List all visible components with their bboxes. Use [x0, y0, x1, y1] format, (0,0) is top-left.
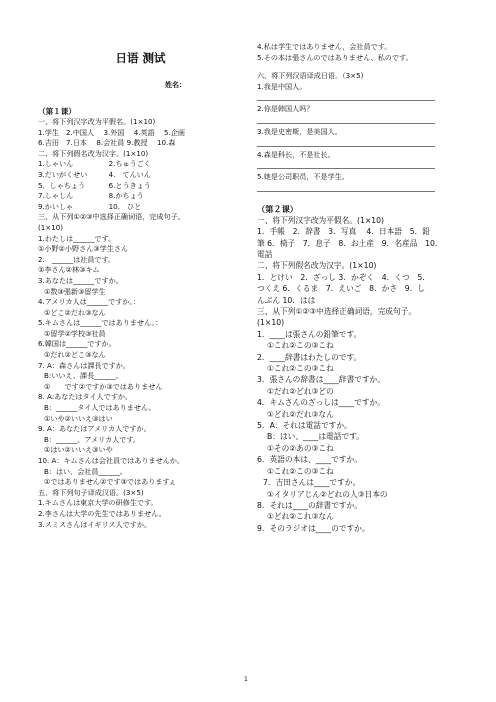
translation-item: 5.她是公司职员，不是学生。	[257, 172, 349, 182]
text-line: ①これ②この③こね	[267, 466, 334, 476]
text-line: ①李さん②林③キム	[38, 265, 100, 275]
text-line: 1．____は張さんの鉛筆です。	[257, 329, 362, 339]
text-line: ① です②ですか③ではありません	[44, 381, 163, 391]
text-line: 6.吉田 7.日本 8.会社員 9.教授 10.森	[38, 138, 176, 148]
text-line: B:いいえ、課長______。	[44, 371, 123, 381]
text-line: 二、将下列假名改为汉字。(1×10)	[257, 261, 377, 271]
text-line: 2.李さんは大学の先生ではありません。	[38, 508, 166, 518]
text-line: 8. A:あなたはタイ人ですか。	[38, 392, 133, 402]
text-line: ①これ②この③こね	[267, 341, 334, 351]
text-line: 筆 6．椅子 7．息子 8．お土産 9．名産品 10．	[257, 238, 443, 248]
text-line: （第１课）	[38, 107, 76, 116]
left-column	[38, 42, 243, 530]
text-line: 6.韓国は______ですか。	[38, 339, 116, 349]
text-line: 五、将下列句子译成汉语。(3×5)	[38, 487, 144, 497]
text-line: B：______、アメリカ人です。	[44, 434, 141, 444]
text-line: 5．A：それは電話ですか。	[257, 421, 352, 431]
text-line: 4.アメリカ人は______ですか。：	[38, 297, 141, 307]
text-line: 5.その本は張さんのではありません、私のです。	[257, 52, 413, 62]
sec6-title: 六、将下列汉语译成日语。（3×5)	[257, 71, 364, 81]
text-line: 1.キムさんは東京大学の研修生です。	[38, 498, 158, 508]
text-line: B：はい、____は電話です。	[267, 432, 364, 442]
text-line: 3.だいがくせい 4. てんいん	[38, 169, 151, 179]
text-line: 3.あなたは______ですか。	[38, 275, 123, 285]
text-line: 2. ______は社員です。	[38, 254, 116, 264]
text-line: 1．とけい 2．ざっし 3．かぞく 4．くつ 5．	[257, 272, 430, 282]
translation-item: 4.森是科长，不是社长。	[257, 149, 335, 159]
text-line: 一、将下列汉字改为平假名。(1×10)	[257, 215, 385, 225]
answer-line	[257, 138, 435, 147]
text-line: 3．張さんの辞書は____辞書ですか。	[257, 375, 385, 385]
text-line: ①だれ②どれ③どの	[267, 386, 334, 396]
text-line: 9. A：あなたはアメリカ人ですか。	[38, 424, 151, 434]
translation-item: 2.你是韩国人吗？	[257, 104, 314, 114]
translation-item: 1.我是中国人。	[257, 81, 307, 91]
text-line: 7.しゃしん 8.かちょう	[38, 191, 144, 201]
answer-line	[257, 115, 435, 124]
lesson2-lines	[257, 203, 469, 534]
answer-line	[257, 160, 435, 169]
text-line: ①留学②学校③社員	[44, 328, 106, 338]
left-lines	[38, 106, 243, 530]
text-line: つくえ 6．くるま 7．えいご 8．かさ 9．し	[257, 284, 426, 294]
text-line: （第２课）	[257, 203, 298, 214]
text-line: ①いや②いいえ③はい	[44, 413, 113, 423]
text-line: ①どれ②だれ③なん	[267, 409, 334, 419]
text-line: ①だれ②どこ③なん	[44, 350, 106, 360]
text-line: 7．吉田さんは____ですか。	[263, 478, 361, 488]
text-line: 電話	[257, 249, 273, 259]
text-line: 3.スミスさんはイギリス人ですか。	[38, 519, 152, 529]
text-line: 5．しゃちょう 6.とうきょう	[38, 180, 151, 190]
text-line: ①はい②いいえ③いや	[44, 445, 113, 455]
sec6-items	[257, 82, 469, 192]
text-line: 4．キムさんのざっしは____ですか。	[257, 398, 385, 408]
text-line: ①どれ②これ③なん	[267, 512, 334, 522]
translation-item: 3.我是史密斯，是美国人。	[257, 126, 342, 136]
text-line: ①どこ②だれ③なん	[44, 307, 106, 317]
text-line: 1.学生 2.中国人 3.外国 4.英語 5.企画	[38, 127, 186, 137]
text-line: 三、从下列①②③中选择正确词语，完成句子。	[38, 212, 185, 222]
right-column	[257, 42, 469, 534]
text-line: 1.しゃいん 2.ちゅうごく	[38, 159, 151, 169]
text-line: B：はい、会社員______。	[44, 466, 127, 476]
answer-line	[257, 92, 435, 101]
text-line: ①ではありません②です③ではありますぇ	[44, 477, 177, 487]
text-line: 9.かいしゃ 10. ひと	[38, 201, 142, 211]
text-line: ①小野②小野さん③学生さん	[38, 244, 129, 254]
text-line: ①これ②この③こね	[267, 364, 334, 374]
text-line: 一、将下列汉字改为平假名。(1×10)	[38, 117, 156, 126]
name-label: 姓名：	[165, 81, 186, 89]
page-number: 1	[244, 676, 248, 683]
text-line: 二、将下列假名改为汉字。(1×10)	[38, 148, 149, 158]
text-line: (1×10)	[38, 222, 64, 232]
text-line: 7. A：森さんは課長ですか。	[38, 360, 130, 370]
text-line: 2．____辞書はわたしのです。	[257, 352, 362, 362]
answer-line	[257, 183, 435, 192]
text-line: 三、从下列①②③中选择正确词语，完成句子。	[257, 307, 417, 316]
text-line: んぶん 10．はは	[257, 295, 316, 305]
page-title: 日语 测试	[115, 51, 166, 65]
text-line: ①イタリアじん②どれの人③日本の	[267, 489, 388, 499]
text-line: 8．それは____の辞書ですか。	[257, 500, 362, 510]
text-line: 9．そのラジオは____のですか。	[257, 523, 370, 533]
text-line: 10. A：キムさんは会社員ではありませんか。	[38, 456, 185, 465]
text-line: 6．英語の本は、____ですか。	[257, 455, 362, 465]
text-line: 1．手帳 2．辞書 3．写真 4．日本語 5．鉛	[257, 227, 430, 237]
text-line: ①数③張新③留学生	[44, 286, 106, 296]
text-line: 4.私は学生ではありません，会社員です。	[257, 42, 392, 51]
text-line: 5.キムさんは______ではありません。：	[38, 318, 163, 328]
text-line: (1×10)	[257, 318, 285, 328]
text-line: 1.わたしは______です。	[38, 233, 116, 243]
right-top-lines	[257, 42, 469, 63]
text-line: B：______タイ人ではありません。	[44, 403, 156, 413]
text-line: ①その②あの③こね	[267, 443, 334, 453]
